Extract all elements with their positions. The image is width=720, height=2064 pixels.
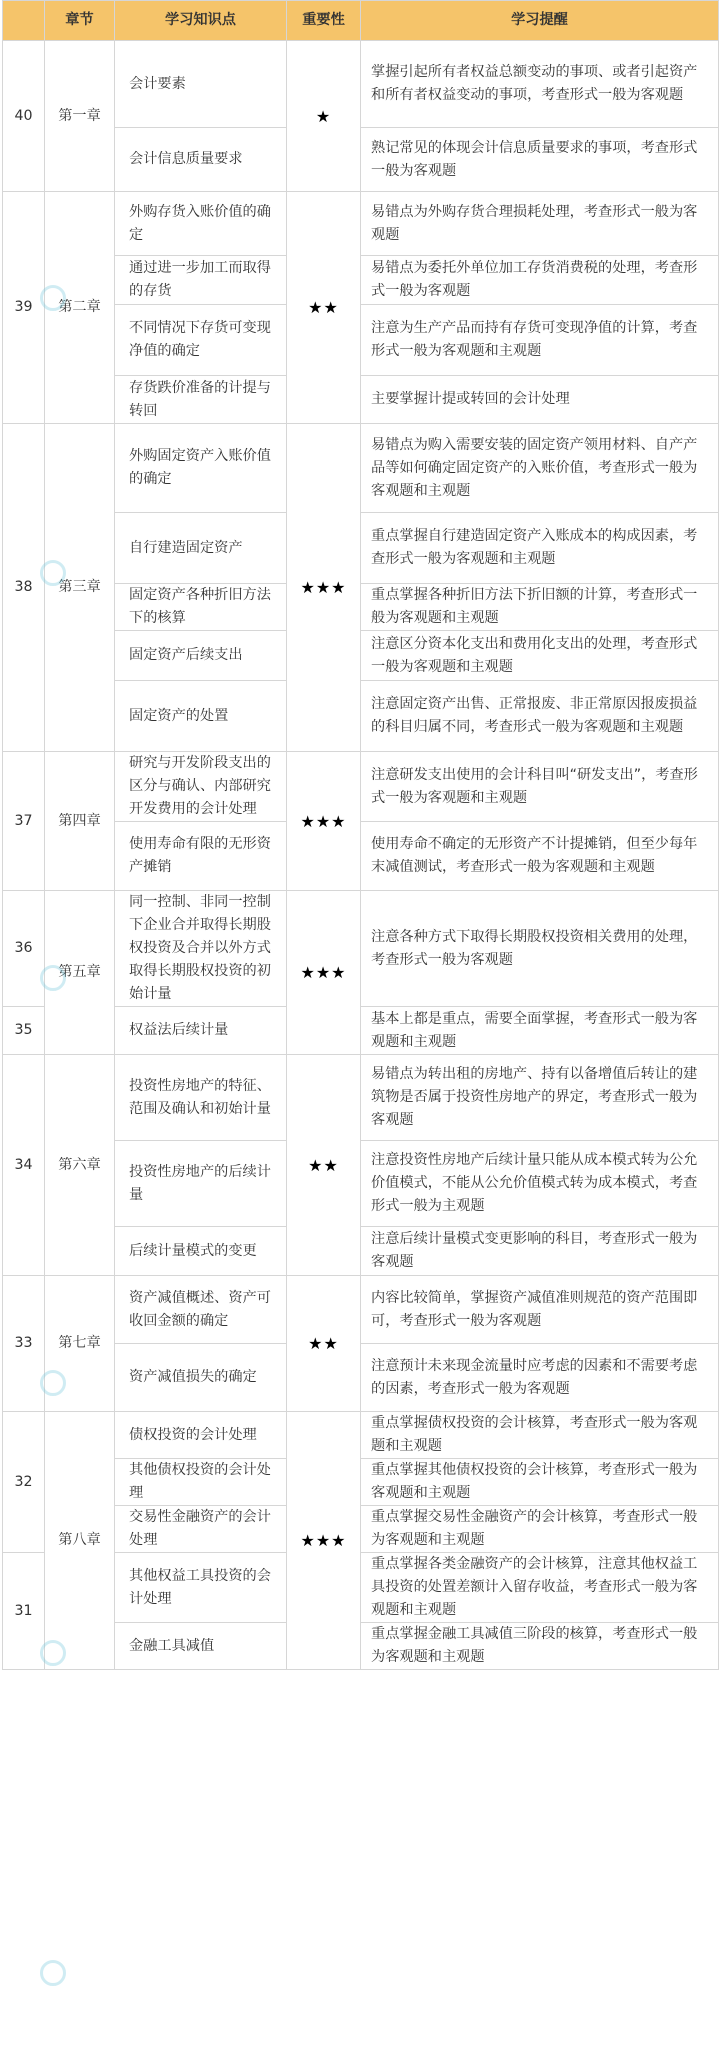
watermark-logo-icon <box>40 1960 66 1986</box>
knowledge-point: 投资性房地产的特征、范围及确认和初始计量 <box>115 1055 287 1141</box>
study-reminder: 重点掌握各种折旧方法下折旧额的计算，考查形式一般为客观题和主观题 <box>361 584 719 631</box>
header-row <box>3 1 719 41</box>
table-row <box>3 1055 719 1141</box>
header-reminder: 学习提醒 <box>361 1 719 41</box>
chapter-label: 第二章 <box>45 192 115 424</box>
importance-stars: ★★★ <box>287 1412 361 1670</box>
chapter-label: 第六章 <box>45 1055 115 1276</box>
importance-stars: ★ <box>287 41 361 192</box>
knowledge-point: 固定资产各种折旧方法下的核算 <box>115 584 287 631</box>
knowledge-point: 通过进一步加工而取得的存货 <box>115 256 287 305</box>
importance-stars: ★★★ <box>287 752 361 891</box>
knowledge-point: 固定资产后续支出 <box>115 631 287 681</box>
study-reminder: 掌握引起所有者权益总额变动的事项、或者引起资产和所有者权益变动的事项，考查形式一般为客观题 <box>361 41 719 128</box>
knowledge-point: 使用寿命有限的无形资产摊销 <box>115 822 287 891</box>
study-reminder: 易错点为委托外单位加工存货消费税的处理，考查形式一般为客观题 <box>361 256 719 305</box>
table-row <box>3 41 719 128</box>
table-row <box>3 1276 719 1344</box>
study-reminder: 注意预计未来现金流量时应考虑的因素和不需要考虑的因素，考查形式一般为客观题 <box>361 1344 719 1412</box>
knowledge-point: 其他权益工具投资的会计处理 <box>115 1553 287 1623</box>
table-row <box>3 752 719 822</box>
day-number: 33 <box>3 1276 45 1412</box>
study-reminder: 重点掌握债权投资的会计核算，考查形式一般为客观题和主观题 <box>361 1412 719 1459</box>
knowledge-point: 金融工具减值 <box>115 1623 287 1670</box>
study-reminder: 重点掌握自行建造固定资产入账成本的构成因素，考查形式一般为客观题和主观题 <box>361 513 719 584</box>
knowledge-point: 不同情况下存货可变现净值的确定 <box>115 305 287 376</box>
day-number: 34 <box>3 1055 45 1276</box>
table-row <box>3 891 719 1007</box>
knowledge-point: 其他债权投资的会计处理 <box>115 1459 287 1506</box>
study-reminder: 易错点为转出租的房地产、持有以备增值后转让的建筑物是否属于投资性房地产的界定，考查形式一般为客观题 <box>361 1055 719 1141</box>
study-reminder: 易错点为外购存货合理损耗处理，考查形式一般为客观题 <box>361 192 719 256</box>
importance-stars: ★★ <box>287 1276 361 1412</box>
study-reminder: 重点掌握其他债权投资的会计核算，考查形式一般为客观题和主观题 <box>361 1459 719 1506</box>
knowledge-point: 外购固定资产入账价值的确定 <box>115 424 287 513</box>
table-row <box>3 192 719 256</box>
day-number: 32 <box>3 1412 45 1553</box>
chapter-label: 第七章 <box>45 1276 115 1412</box>
study-reminder: 注意投资性房地产后续计量只能从成本模式转为公允价值模式，不能从公允价值模式转为成本模式，考查形式一般为主观题 <box>361 1141 719 1227</box>
knowledge-point: 会计要素 <box>115 41 287 128</box>
knowledge-point: 存货跌价准备的计提与转回 <box>115 376 287 424</box>
importance-stars: ★★ <box>287 192 361 424</box>
study-reminder: 熟记常见的体现会计信息质量要求的事项，考查形式一般为客观题 <box>361 128 719 192</box>
chapter-label: 第三章 <box>45 424 115 752</box>
table-row <box>3 1412 719 1459</box>
knowledge-point: 交易性金融资产的会计处理 <box>115 1506 287 1553</box>
day-number: 40 <box>3 41 45 192</box>
knowledge-point: 权益法后续计量 <box>115 1007 287 1055</box>
header-importance: 重要性 <box>287 1 361 41</box>
study-reminder: 注意区分资本化支出和费用化支出的处理，考查形式一般为客观题和主观题 <box>361 631 719 681</box>
chapter-label: 第四章 <box>45 752 115 891</box>
watermark-logo-icon <box>40 965 66 991</box>
study-reminder: 重点掌握金融工具减值三阶段的核算，考查形式一般为客观题和主观题 <box>361 1623 719 1670</box>
day-number: 37 <box>3 752 45 891</box>
day-number: 31 <box>3 1553 45 1670</box>
chapter-label: 第一章 <box>45 41 115 192</box>
knowledge-point: 会计信息质量要求 <box>115 128 287 192</box>
study-reminder: 基本上都是重点，需要全面掌握，考查形式一般为客观题和主观题 <box>361 1007 719 1055</box>
study-reminder: 内容比较简单，掌握资产减值准则规范的资产范围即可，考查形式一般为客观题 <box>361 1276 719 1344</box>
study-reminder: 注意为生产产品而持有存货可变现净值的计算，考查形式一般为客观题和主观题 <box>361 305 719 376</box>
chapter-label: 第五章 <box>45 891 115 1055</box>
knowledge-point: 资产减值损失的确定 <box>115 1344 287 1412</box>
study-reminder: 注意后续计量模式变更影响的科目，考查形式一般为客观题 <box>361 1227 719 1276</box>
study-reminder: 易错点为购入需要安装的固定资产领用材料、自产产品等如何确定固定资产的入账价值，考查形式一般为客观题和主观题 <box>361 424 719 513</box>
knowledge-point: 自行建造固定资产 <box>115 513 287 584</box>
knowledge-point: 债权投资的会计处理 <box>115 1412 287 1459</box>
watermark-logo-icon <box>40 1370 66 1396</box>
study-reminder: 使用寿命不确定的无形资产不计提摊销，但至少每年末减值测试，考查形式一般为客观题和主观题 <box>361 822 719 891</box>
importance-stars: ★★★ <box>287 424 361 752</box>
header-knowledge: 学习知识点 <box>115 1 287 41</box>
watermark-logo-icon <box>40 1640 66 1666</box>
knowledge-point: 同一控制、非同一控制下企业合并取得长期股权投资及合并以外方式取得长期股权投资的初始计量 <box>115 891 287 1007</box>
study-reminder: 重点掌握交易性金融资产的会计核算，考查形式一般为客观题和主观题 <box>361 1506 719 1553</box>
day-number: 39 <box>3 192 45 424</box>
watermark-logo-icon <box>40 560 66 586</box>
table-row <box>3 424 719 513</box>
knowledge-point: 研究与开发阶段支出的区分与确认、内部研究开发费用的会计处理 <box>115 752 287 822</box>
knowledge-point: 资产减值概述、资产可收回金额的确定 <box>115 1276 287 1344</box>
header-day <box>3 1 45 41</box>
day-number: 38 <box>3 424 45 752</box>
importance-stars: ★★★ <box>287 891 361 1055</box>
study-reminder: 注意固定资产出售、正常报废、非正常原因报废损益的科目归属不同，考查形式一般为客观题和主观题 <box>361 681 719 752</box>
header-chapter: 章节 <box>45 1 115 41</box>
study-reminder: 注意研发支出使用的会计科目叫“研发支出”，考查形式一般为客观题和主观题 <box>361 752 719 822</box>
study-reminder: 重点掌握各类金融资产的会计核算，注意其他权益工具投资的处置差额计入留存收益，考查形式一般为客观题和主观题 <box>361 1553 719 1623</box>
day-number: 36 <box>3 891 45 1007</box>
chapter-label: 第八章 <box>45 1412 115 1670</box>
knowledge-point: 后续计量模式的变更 <box>115 1227 287 1276</box>
importance-stars: ★★ <box>287 1055 361 1276</box>
study-reminder: 主要掌握计提或转回的会计处理 <box>361 376 719 424</box>
watermark-logo-icon <box>40 285 66 311</box>
knowledge-point: 外购存货入账价值的确定 <box>115 192 287 256</box>
day-number: 35 <box>3 1007 45 1055</box>
knowledge-point: 固定资产的处置 <box>115 681 287 752</box>
study-plan-table <box>2 0 719 1670</box>
study-reminder: 注意各种方式下取得长期股权投资相关费用的处理，考查形式一般为客观题 <box>361 891 719 1007</box>
knowledge-point: 投资性房地产的后续计量 <box>115 1141 287 1227</box>
